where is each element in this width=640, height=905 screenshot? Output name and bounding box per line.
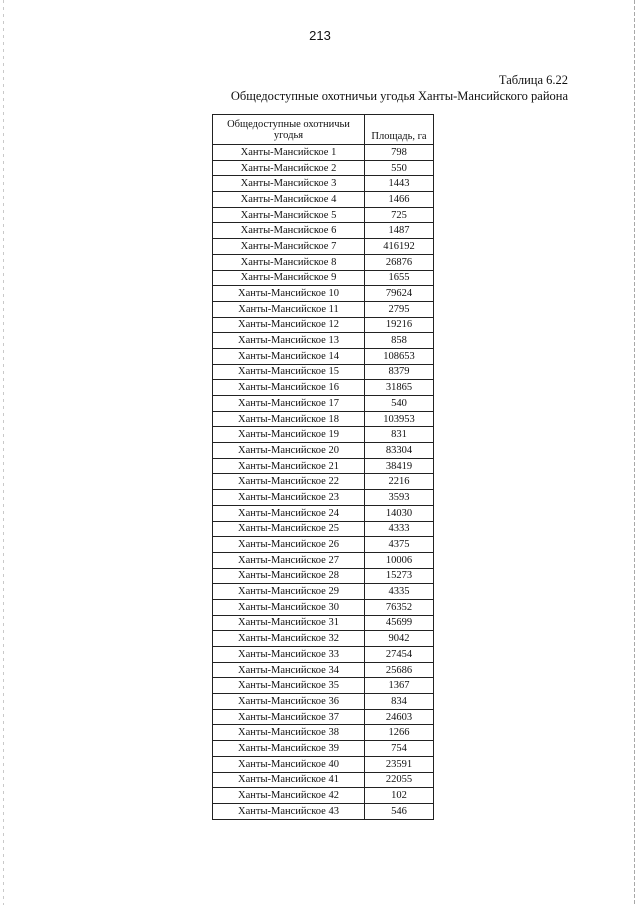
table-row — [213, 568, 434, 584]
grounds-name-cell: Ханты-Мансийское 34 — [213, 662, 365, 678]
area-cell: 22055 — [365, 772, 434, 788]
area-cell: 102 — [365, 788, 434, 804]
table-row — [213, 741, 434, 757]
table-row — [213, 537, 434, 553]
grounds-name-cell: Ханты-Мансийское 23 — [213, 490, 365, 506]
table-row — [213, 458, 434, 474]
area-cell: 9042 — [365, 631, 434, 647]
area-cell: 1466 — [365, 192, 434, 208]
grounds-name-cell: Ханты-Мансийское 1 — [213, 145, 365, 161]
grounds-name-cell: Ханты-Мансийское 12 — [213, 317, 365, 333]
grounds-name-cell: Ханты-Мансийское 9 — [213, 270, 365, 286]
area-cell: 725 — [365, 207, 434, 223]
area-cell: 31865 — [365, 380, 434, 396]
table-row — [213, 772, 434, 788]
area-cell: 25686 — [365, 662, 434, 678]
area-cell: 858 — [365, 333, 434, 349]
grounds-name-cell: Ханты-Мансийское 3 — [213, 176, 365, 192]
table-title: Общедоступные охотничьи угодья Ханты-Мансийского района — [230, 89, 568, 103]
area-cell: 15273 — [365, 568, 434, 584]
grounds-name-cell: Ханты-Мансийское 35 — [213, 678, 365, 694]
grounds-name-cell: Ханты-Мансийское 20 — [213, 443, 365, 459]
area-cell: 76352 — [365, 599, 434, 615]
table-row — [213, 725, 434, 741]
table-row — [213, 411, 434, 427]
table-row — [213, 615, 434, 631]
table-row — [213, 709, 434, 725]
area-cell: 1443 — [365, 176, 434, 192]
grounds-name-cell: Ханты-Мансийское 27 — [213, 552, 365, 568]
area-cell: 79624 — [365, 286, 434, 302]
header-grounds: Общедоступные охотничьи угодья — [213, 115, 365, 145]
table-row — [213, 317, 434, 333]
grounds-name-cell: Ханты-Мансийское 43 — [213, 803, 365, 819]
table-row — [213, 662, 434, 678]
table-row — [213, 443, 434, 459]
grounds-name-cell: Ханты-Мансийское 32 — [213, 631, 365, 647]
grounds-name-cell: Ханты-Мансийское 17 — [213, 396, 365, 412]
grounds-name-cell: Ханты-Мансийское 13 — [213, 333, 365, 349]
grounds-name-cell: Ханты-Мансийское 21 — [213, 458, 365, 474]
area-cell: 83304 — [365, 443, 434, 459]
area-cell: 550 — [365, 160, 434, 176]
grounds-name-cell: Ханты-Мансийское 4 — [213, 192, 365, 208]
table-row — [213, 239, 434, 255]
table-row — [213, 176, 434, 192]
table-row — [213, 301, 434, 317]
grounds-name-cell: Ханты-Мансийское 39 — [213, 741, 365, 757]
table-row — [213, 694, 434, 710]
area-cell: 1487 — [365, 223, 434, 239]
grounds-name-cell: Ханты-Мансийское 37 — [213, 709, 365, 725]
area-cell: 27454 — [365, 647, 434, 663]
area-cell: 4335 — [365, 584, 434, 600]
table-body — [213, 145, 434, 820]
grounds-name-cell: Ханты-Мансийское 41 — [213, 772, 365, 788]
table-row — [213, 584, 434, 600]
table-row — [213, 364, 434, 380]
grounds-name-cell: Ханты-Мансийское 11 — [213, 301, 365, 317]
grounds-name-cell: Ханты-Мансийское 36 — [213, 694, 365, 710]
grounds-name-cell: Ханты-Мансийское 6 — [213, 223, 365, 239]
area-cell: 19216 — [365, 317, 434, 333]
table-row — [213, 756, 434, 772]
grounds-name-cell: Ханты-Мансийское 5 — [213, 207, 365, 223]
table-row — [213, 192, 434, 208]
grounds-name-cell: Ханты-Мансийское 33 — [213, 647, 365, 663]
grounds-name-cell: Ханты-Мансийское 7 — [213, 239, 365, 255]
table-row — [213, 270, 434, 286]
table-row — [213, 505, 434, 521]
grounds-name-cell: Ханты-Мансийское 26 — [213, 537, 365, 553]
area-cell: 2216 — [365, 474, 434, 490]
area-cell: 23591 — [365, 756, 434, 772]
area-cell: 45699 — [365, 615, 434, 631]
table-row — [213, 427, 434, 443]
grounds-name-cell: Ханты-Мансийское 40 — [213, 756, 365, 772]
area-cell: 831 — [365, 427, 434, 443]
table-row — [213, 552, 434, 568]
area-cell: 1367 — [365, 678, 434, 694]
grounds-name-cell: Ханты-Мансийское 22 — [213, 474, 365, 490]
area-cell: 540 — [365, 396, 434, 412]
area-cell: 103953 — [365, 411, 434, 427]
area-cell: 2795 — [365, 301, 434, 317]
area-cell: 24603 — [365, 709, 434, 725]
area-cell: 38419 — [365, 458, 434, 474]
page-number: 213 — [309, 28, 331, 43]
grounds-name-cell: Ханты-Мансийское 24 — [213, 505, 365, 521]
grounds-name-cell: Ханты-Мансийское 19 — [213, 427, 365, 443]
table-row — [213, 207, 434, 223]
area-cell: 546 — [365, 803, 434, 819]
grounds-name-cell: Ханты-Мансийское 2 — [213, 160, 365, 176]
header-area: Площадь, га — [365, 115, 434, 145]
table-row — [213, 788, 434, 804]
hunting-grounds-table — [212, 114, 434, 820]
table-row — [213, 678, 434, 694]
table-row — [213, 803, 434, 819]
grounds-name-cell: Ханты-Мансийское 29 — [213, 584, 365, 600]
table-row — [213, 521, 434, 537]
grounds-name-cell: Ханты-Мансийское 14 — [213, 348, 365, 364]
grounds-name-cell: Ханты-Мансийское 18 — [213, 411, 365, 427]
area-cell: 8379 — [365, 364, 434, 380]
area-cell: 4375 — [365, 537, 434, 553]
table-row — [213, 490, 434, 506]
grounds-name-cell: Ханты-Мансийское 8 — [213, 254, 365, 270]
table-row — [213, 254, 434, 270]
grounds-name-cell: Ханты-Мансийское 30 — [213, 599, 365, 615]
table-row — [213, 223, 434, 239]
area-cell: 798 — [365, 145, 434, 161]
grounds-name-cell: Ханты-Мансийское 42 — [213, 788, 365, 804]
table-row — [213, 380, 434, 396]
grounds-name-cell: Ханты-Мансийское 15 — [213, 364, 365, 380]
table-row — [213, 333, 434, 349]
table-row — [213, 145, 434, 161]
table-row — [213, 647, 434, 663]
table-row — [213, 474, 434, 490]
scan-edge-left — [3, 0, 4, 905]
area-cell: 1266 — [365, 725, 434, 741]
area-cell: 1655 — [365, 270, 434, 286]
area-cell: 108653 — [365, 348, 434, 364]
grounds-name-cell: Ханты-Мансийское 16 — [213, 380, 365, 396]
area-cell: 3593 — [365, 490, 434, 506]
area-cell: 754 — [365, 741, 434, 757]
table-row — [213, 396, 434, 412]
area-cell: 416192 — [365, 239, 434, 255]
table-row — [213, 286, 434, 302]
grounds-name-cell: Ханты-Мансийское 10 — [213, 286, 365, 302]
grounds-name-cell: Ханты-Мансийское 31 — [213, 615, 365, 631]
grounds-name-cell: Ханты-Мансийское 38 — [213, 725, 365, 741]
area-cell: 4333 — [365, 521, 434, 537]
table-row — [213, 160, 434, 176]
area-cell: 10006 — [365, 552, 434, 568]
scan-edge-right — [634, 0, 635, 905]
area-cell: 834 — [365, 694, 434, 710]
table-label: Таблица 6.22 — [498, 73, 568, 87]
area-cell: 14030 — [365, 505, 434, 521]
table-row — [213, 348, 434, 364]
area-cell: 26876 — [365, 254, 434, 270]
table-row — [213, 631, 434, 647]
table-row — [213, 599, 434, 615]
grounds-name-cell: Ханты-Мансийское 25 — [213, 521, 365, 537]
table-header-row — [213, 115, 434, 145]
grounds-name-cell: Ханты-Мансийское 28 — [213, 568, 365, 584]
